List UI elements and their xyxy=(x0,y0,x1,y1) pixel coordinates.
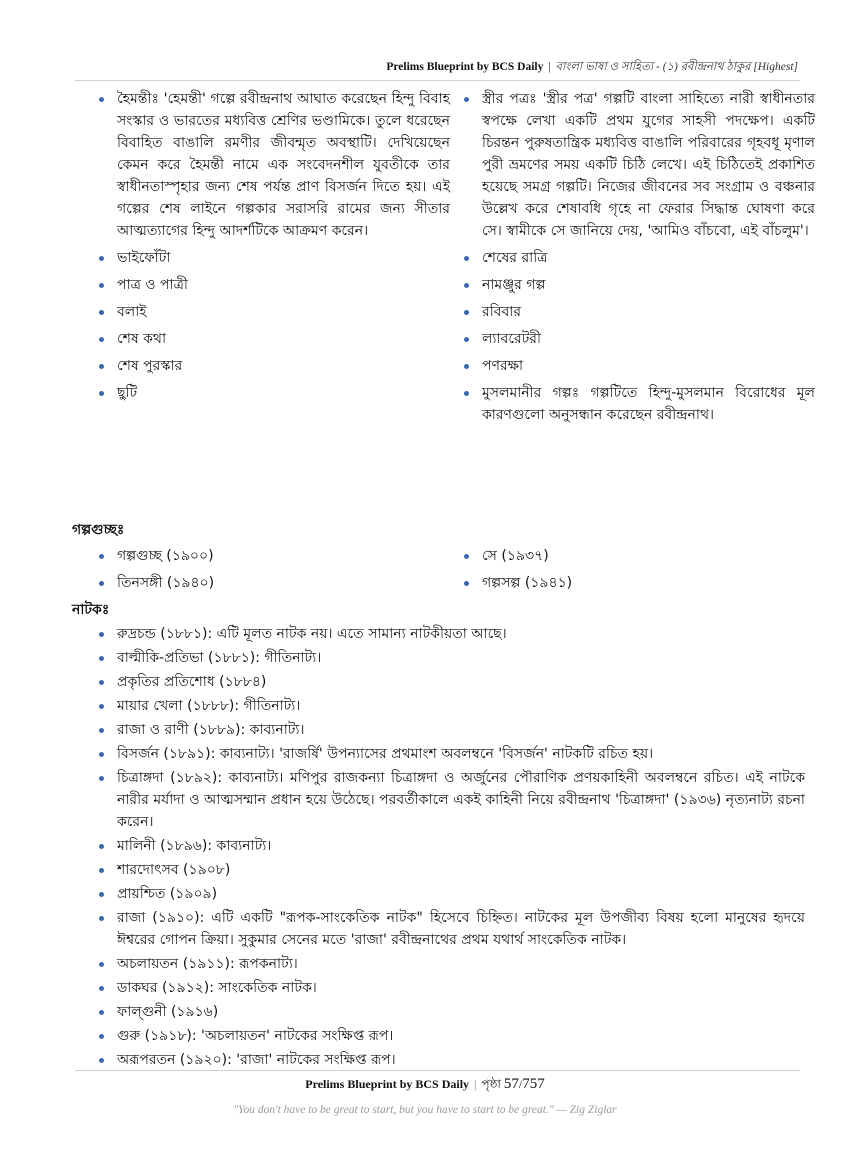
list-item: বিসর্জন (১৮৯১): কাব্যনাট্য। 'রাজর্ষি' উপন্যাসের প্রথমাংশ অবলম্বনে 'বিসর্জন' নাটকটি রচিত হয়। xyxy=(95,743,805,765)
list-item: শেষের রাত্রি xyxy=(460,247,815,269)
list-item: পাত্র ও পাত্রী xyxy=(95,274,450,296)
list-item: ফাল্গুনী (১৯১৬) xyxy=(95,1001,805,1023)
list-item: রাজা (১৯১০): এটি একটি "রূপক-সাংকেতিক নাটক" হিসেবে চিহ্নিত। নাটকের মূল উপজীব্য বিষয় হলো মানুষের হৃদয়ে ঈশ্বরের গোপন ক্রিয়া। সুকুমার সেনের মতে 'রাজা' রবীন্দ্রনাথের প্রথম যথার্থ সাংকেতিক নাটক। xyxy=(95,907,805,951)
collections-left-column xyxy=(95,545,450,599)
list-item: নামঞ্জুর গল্প xyxy=(460,274,815,296)
footer-page-total: 757 xyxy=(522,1076,545,1092)
list-item: রাজা ও রাণী (১৮৮৯): কাব্যনাট্য। xyxy=(95,719,805,741)
collections-heading: গল্পগুচ্ছঃ xyxy=(72,522,125,538)
plays-list xyxy=(95,623,805,1071)
header-divider xyxy=(75,80,800,81)
list-item: বাল্মীকি-প্রতিভা (১৮৮১): গীতিনাট্য। xyxy=(95,647,805,669)
list-item: ভাইফোঁটা xyxy=(95,247,450,269)
list-item: মায়ার খেলা (১৮৮৮): গীতিনাট্য। xyxy=(95,695,805,717)
list-item: প্রায়শ্চিত (১৯০৯) xyxy=(95,883,805,905)
list-item: ডাকঘর (১৯১২): সাংকেতিক নাটক। xyxy=(95,977,805,999)
footer-slash: / xyxy=(518,1077,523,1091)
footer-brand: Prelims Blueprint by BCS Daily xyxy=(305,1077,470,1091)
list-item: ছুটি xyxy=(95,382,450,404)
plays-heading: নাটকঃ xyxy=(72,602,110,618)
list-item: শেষ কথা xyxy=(95,328,450,350)
list-item: শেষ পুরস্কার xyxy=(95,355,450,377)
list-item: মালিনী (১৮৯৬): কাব্যনাট্য। xyxy=(95,835,805,857)
list-item: গল্পসল্প (১৯৪১) xyxy=(460,572,815,594)
page-footer xyxy=(0,1076,850,1096)
footer-separator: | xyxy=(474,1077,477,1091)
footer-divider xyxy=(75,1070,800,1071)
list-item: ল্যাবরেটরী xyxy=(460,328,815,350)
list-item: শারদোৎসব (১৯০৮) xyxy=(95,859,805,881)
list-item: রুদ্রচন্ড (১৮৮১): এটি মূলত নাটক নয়। এতে সামান্য নাটকীয়তা আছে। xyxy=(95,623,805,645)
list-item: তিনসঙ্গী (১৯৪০) xyxy=(95,572,450,594)
stories-left-list xyxy=(95,88,450,404)
list-item: অরূপরতন (১৯২০): 'রাজা' নাটকের সংক্ষিপ্ত রূপ। xyxy=(95,1049,805,1071)
collections-left-list xyxy=(95,545,450,594)
list-item: গুরু (১৯১৮): 'অচলায়তন' নাটকের সংক্ষিপ্ত রূপ। xyxy=(95,1025,805,1047)
list-item: মুসলমানীর গল্পঃ গল্পটিতে হিন্দু-মুসলমান বিরোধের মূল কারণগুলো অনুসন্ধান করেছেন রবীন্দ্রনাথ। xyxy=(460,382,815,426)
list-item: স্ত্রীর পত্রঃ 'স্ত্রীর পত্র' গল্পটি বাংলা সাহিত্যে নারী স্বাধীনতার স্বপক্ষে লেখা একটি প্রথম যুগের সাহসী পদক্ষেপ। একটি চিরন্তন পুরুষতান্ত্রিক মধ্যবিত্ত বাঙালি পরিবারের গৃহবধূ মৃণাল পুরী ভ্রমণের সময় একটি চিঠি লেখে। এই চিঠিতেই প্রকাশিত হয়েছে সমগ্র গল্পটি। নিজের জীবনের সব সংগ্রাম ও বঞ্চনার উল্লেখ করে শেষাবধি গৃহে না ফেরার সিদ্ধান্ত ঘোষণা করে সে। স্বামীকে সে জানিয়ে দেয়, 'আমিও বাঁচবো, এই বাঁচলুম'। xyxy=(460,88,815,242)
list-item: চিত্রাঙ্গদা (১৮৯২): কাব্যনাট্য। মণিপুর রাজকন্যা চিত্রাঙ্গদা ও অর্জুনের পৌরাণিক প্রণয়কাহিনী অবলম্বনে রচিত। এই নাটকে নারীর মর্যাদা ও আত্মসম্মান প্রধান হয়ে উঠেছে। পরবর্তীকালে একই কাহিনী নিয়ে রবীন্দ্রনাথ 'চিত্রাঙ্গদা' (১৯৩৬) নৃত্যনাট্য রচনা করেন। xyxy=(95,767,805,833)
list-item: অচলায়তন (১৯১১): রূপকনাট্য। xyxy=(95,953,805,975)
list-item: বলাই xyxy=(95,301,450,323)
collections-right-list xyxy=(460,545,815,594)
header-brand: Prelims Blueprint by BCS Daily xyxy=(386,61,544,73)
stories-right-column xyxy=(460,88,815,431)
collections-right-column xyxy=(460,545,815,599)
list-item: হৈমন্তীঃ 'হেমন্তী' গল্পে রবীন্দ্রনাথ আঘাত করেছেন হিন্দু বিবাহ সংস্কার ও ভারতের মধ্যবিত্ত শ্রেণির ভণ্ডামিকে। তুলে ধরেছেন বিবাহিত বাঙালি রমণীর জীবন্মৃত অবস্থাটি। দেখিয়েছেন কেমন করে হৈমন্তী নামে এক সংবেদনশীল যুবতীকে তার স্বাধীনতাস্পৃহার জন্য শেষ পর্যন্ত প্রাণ বিসর্জন দিতে হয়। এই গল্পের শেষ লাইনে গল্পকার সরাসরি রামের জন্য সীতার আত্মত্যাগের হিন্দু আদর্শটিকে আক্রমণ করেন। xyxy=(95,88,450,242)
header-subject: বাংলা ভাষা ও সাহিত্য - (১) রবীন্দ্রনাথ ঠাকুর [Highest] xyxy=(555,61,798,73)
list-item: রবিবার xyxy=(460,301,815,323)
list-item: প্রকৃতির প্রতিশোধ (১৮৮৪) xyxy=(95,671,805,693)
header-separator: | xyxy=(548,61,551,73)
stories-left-column xyxy=(95,88,450,409)
stories-right-list xyxy=(460,88,815,426)
footer-page-number: 57 xyxy=(503,1076,519,1092)
footer-quote: "You don't have to be great to start, but you have to start to be great." — Zig Ziglar xyxy=(233,1104,617,1116)
plays-section xyxy=(95,623,805,1073)
list-item: সে (১৯৩৭) xyxy=(460,545,815,567)
list-item: গল্পগুচ্ছ (১৯০০) xyxy=(95,545,450,567)
list-item: পণরক্ষা xyxy=(460,355,815,377)
page-header xyxy=(75,58,798,77)
footer-page-label: পৃষ্ঠা xyxy=(481,1077,501,1091)
